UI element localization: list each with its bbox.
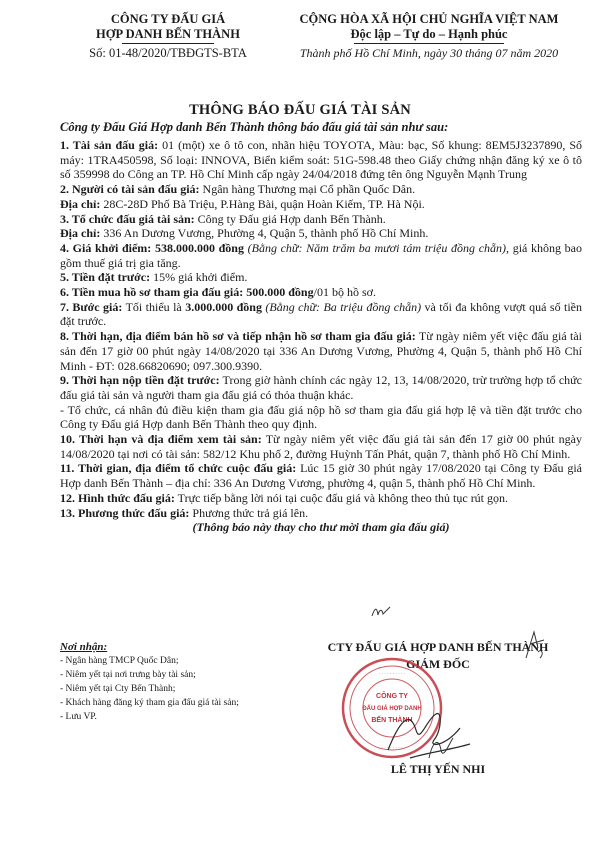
item-4-words: (Bằng chữ: Năm trăm ba mươi tám triệu đồng chẵn),: [243, 240, 510, 255]
item-2-address: [60, 197, 582, 212]
document-number: Số: 01-48/2020/TBĐGTS-BTA: [89, 46, 247, 60]
item-8: [60, 329, 582, 373]
signer-name: LÊ THỊ YẾN NHI: [390, 762, 486, 776]
item-2-label: 2. Người có tài sản đấu giá:: [60, 182, 200, 197]
item-1-label: 1. Tài sản đấu giá:: [60, 138, 159, 152]
issuer-name-line2: HỢP DANH BẾN THÀNH: [96, 27, 240, 41]
initials-signature-note: [370, 604, 392, 620]
recipient-item: - Khách hàng đăng ký tham gia đấu giá tài sản;: [60, 698, 239, 708]
item-11: [60, 461, 582, 490]
item-3: [60, 212, 582, 227]
signer-role: GIÁM ĐỐC: [406, 657, 470, 671]
initials-signature-header: [520, 628, 548, 662]
item-9-text: Trong giờ hành chính các ngày 12, 13, 14/08/2020, trừ trường hợp tổ chức đấu giá tài sản và người tham gia đấu giá có thỏa thuận khác.: [60, 373, 583, 402]
country-name: CỘNG HÒA XÃ HỘI CHỦ NGHĨA VIỆT NAM: [299, 12, 559, 26]
item-6-amount: 500.000 đồng: [243, 285, 314, 300]
item-5: [60, 270, 582, 285]
svg-text:ĐẤU GIÁ HỢP DANH: ĐẤU GIÁ HỢP DANH: [362, 706, 422, 712]
item-2: [60, 182, 582, 197]
document-date: Thành phố Hồ Chí Minh, ngày 30 tháng 07 năm 2020: [299, 46, 559, 60]
item-7-words: (Bằng chữ: Ba triệu đồng chẵn): [261, 299, 422, 314]
notice-body: [60, 138, 582, 535]
item-10-text: Từ ngày niêm yết việc đấu giá tài sản đến 17 giờ 00 phút ngày 14/08/2020 tại nơi có tài sản: 582/12 Khu phố 2, đường Huỳnh Tấn Phát, quận 7, thành phố Hồ Chí Minh.: [60, 432, 582, 461]
intro-line: Công ty Đấu Giá Hợp danh Bến Thành thông báo đấu giá tài sản như sau:: [60, 120, 449, 134]
svg-text:CÔNG TY: CÔNG TY: [376, 693, 408, 700]
item-13-text: Phương thức trả giá lên.: [189, 505, 309, 520]
issuer-underline: [122, 43, 214, 44]
item-4-amount: 538.000.000 đồng: [151, 240, 244, 255]
national-header: [270, 12, 588, 61]
svg-text:. . . . . . . . . .: . . . . . . . . . .: [378, 744, 406, 750]
item-1-text: 01 (một) xe ô tô con, nhãn hiệu TOYOTA, Màu: bạc, Số khung: 8EM5J3237890, Số máy: 1TRA450598, Số loại: INNOVA, Biển kiểm soát: 51G-598.48 theo Giấy chứng nhận đăng ký xe ô tô số 359998 do Công an TP. Hồ Chí Minh cấp ngày 24/04/2018 đứng tên ông Nguyễn Mạnh Trung: [60, 138, 582, 182]
recipient-item: - Niêm yết tại Cty Bến Thành;: [60, 684, 176, 694]
recipients-block: [60, 640, 290, 724]
issuer-name-line1: CÔNG TY ĐẤU GIÁ: [110, 12, 226, 26]
item-9-note: - Tổ chức, cá nhân đủ điều kiện tham gia đấu giá nộp hồ sơ tham gia đấu giá hợp lệ và tiền đặt trước cho Công ty Đấu giá Hợp danh Bến Thành theo quy định.: [60, 402, 582, 432]
item-4-label: 4. Giá khởi điểm:: [60, 240, 152, 255]
item-7-amount: 3.000.000 đồng: [185, 299, 262, 314]
item-3-label: 3. Tổ chức đấu giá tài sản:: [60, 211, 195, 226]
item-13-label: 13. Phương thức đấu giá:: [60, 505, 190, 520]
invitation-note: (Thông báo này thay cho thư mời tham gia đấu giá): [192, 520, 450, 535]
item-2-text: Ngân hàng Thương mại Cổ phần Quốc Dân.: [199, 182, 416, 197]
item-3-address-text: 336 An Dương Vương, Phường 4, Quận 5, thành phố Hồ Chí Minh.: [100, 226, 429, 241]
item-12: [60, 491, 582, 506]
item-6-text: /01 bộ hồ sơ.: [313, 285, 376, 300]
item-9: [60, 373, 582, 402]
item-4-text: giá không bao gồm thuế giá trị gia tăng.: [60, 240, 582, 270]
signer-organization: CTY ĐẤU GIÁ HỢP DANH BẾN THÀNH: [327, 640, 549, 654]
item-11-text: Lúc 15 giờ 30 phút ngày 17/08/2020 tại Công ty Đấu giá Hợp danh Bến Thành – địa chỉ: 336 An Dương Vương, phường 4, quận 5, thành phố Hồ Chí Minh.: [60, 461, 582, 491]
item-9-label: 9. Thời hạn nộp tiền đặt trước:: [60, 373, 220, 388]
item-2-address-text: 28C-28D Phố Bà Triệu, P.Hàng Bài, quận Hoàn Kiếm, TP. Hà Nội.: [100, 196, 425, 211]
item-2-address-label: Địa chỉ:: [60, 196, 101, 211]
svg-text:. . . . . . . . . .: . . . . . . . . . .: [378, 670, 406, 676]
item-7-text-2: và tối đa không vượt quá số tiền đặt trước.: [60, 299, 583, 329]
item-4: [60, 241, 582, 270]
item-7-label: 7. Bước giá:: [60, 299, 123, 314]
item-7: [60, 300, 582, 329]
svg-text:BẾN THÀNH: BẾN THÀNH: [371, 717, 413, 724]
recipient-item: - Lưu VP.: [60, 712, 97, 722]
motto-underline: [354, 43, 504, 44]
document-title: THÔNG BÁO ĐẤU GIÁ TÀI SẢN: [189, 102, 411, 118]
item-10-label: 10. Thời hạn và địa điểm xem tài sản:: [60, 432, 262, 447]
item-8-label: 8. Thời hạn, địa điểm bán hồ sơ và tiếp nhận hồ sơ tham gia đấu giá:: [60, 329, 416, 344]
name-initials-signature: [425, 734, 455, 762]
item-5-text: 15% giá khởi điểm.: [150, 270, 248, 285]
item-1: [60, 138, 582, 182]
item-12-label: 12. Hình thức đấu giá:: [60, 490, 175, 505]
item-10: [60, 432, 582, 461]
recipient-item: - Ngân hàng TMCP Quốc Dân;: [60, 656, 179, 666]
item-8-text: Từ ngày niêm yết việc đấu giá tài sản đến 17 giờ 00 phút ngày 14/08/2020 tại 336 An Dương Vương, Phường 4, Quận 5, thành phố Hồ Chí Minh - ĐT: 028.66820690; 097.300.9390.: [60, 329, 582, 373]
item-11-label: 11. Thời gian, địa điểm tổ chức cuộc đấu giá:: [60, 461, 297, 476]
recipients-heading: Nơi nhận:: [60, 641, 108, 653]
item-6: [60, 285, 582, 300]
national-motto: Độc lập – Tự do – Hạnh phúc: [350, 27, 508, 41]
item-7-text-1: Tối thiểu là: [122, 299, 186, 314]
item-13: [60, 506, 582, 521]
item-5-label: 5. Tiền đặt trước:: [60, 270, 151, 285]
issuer-header: [68, 12, 268, 61]
item-3-text: Công ty Đấu giá Hợp danh Bến Thành.: [194, 211, 386, 226]
item-12-text: Trực tiếp bằng lời nói tại cuộc đấu giá và không theo thủ tục rút gọn.: [174, 490, 509, 505]
item-3-address-label: Địa chỉ:: [60, 226, 101, 241]
recipient-item: - Niêm yết tại nơi trưng bày tài sản;: [60, 670, 196, 680]
item-6-label: 6. Tiền mua hồ sơ tham gia đấu giá:: [60, 285, 244, 300]
item-3-address: [60, 226, 582, 241]
